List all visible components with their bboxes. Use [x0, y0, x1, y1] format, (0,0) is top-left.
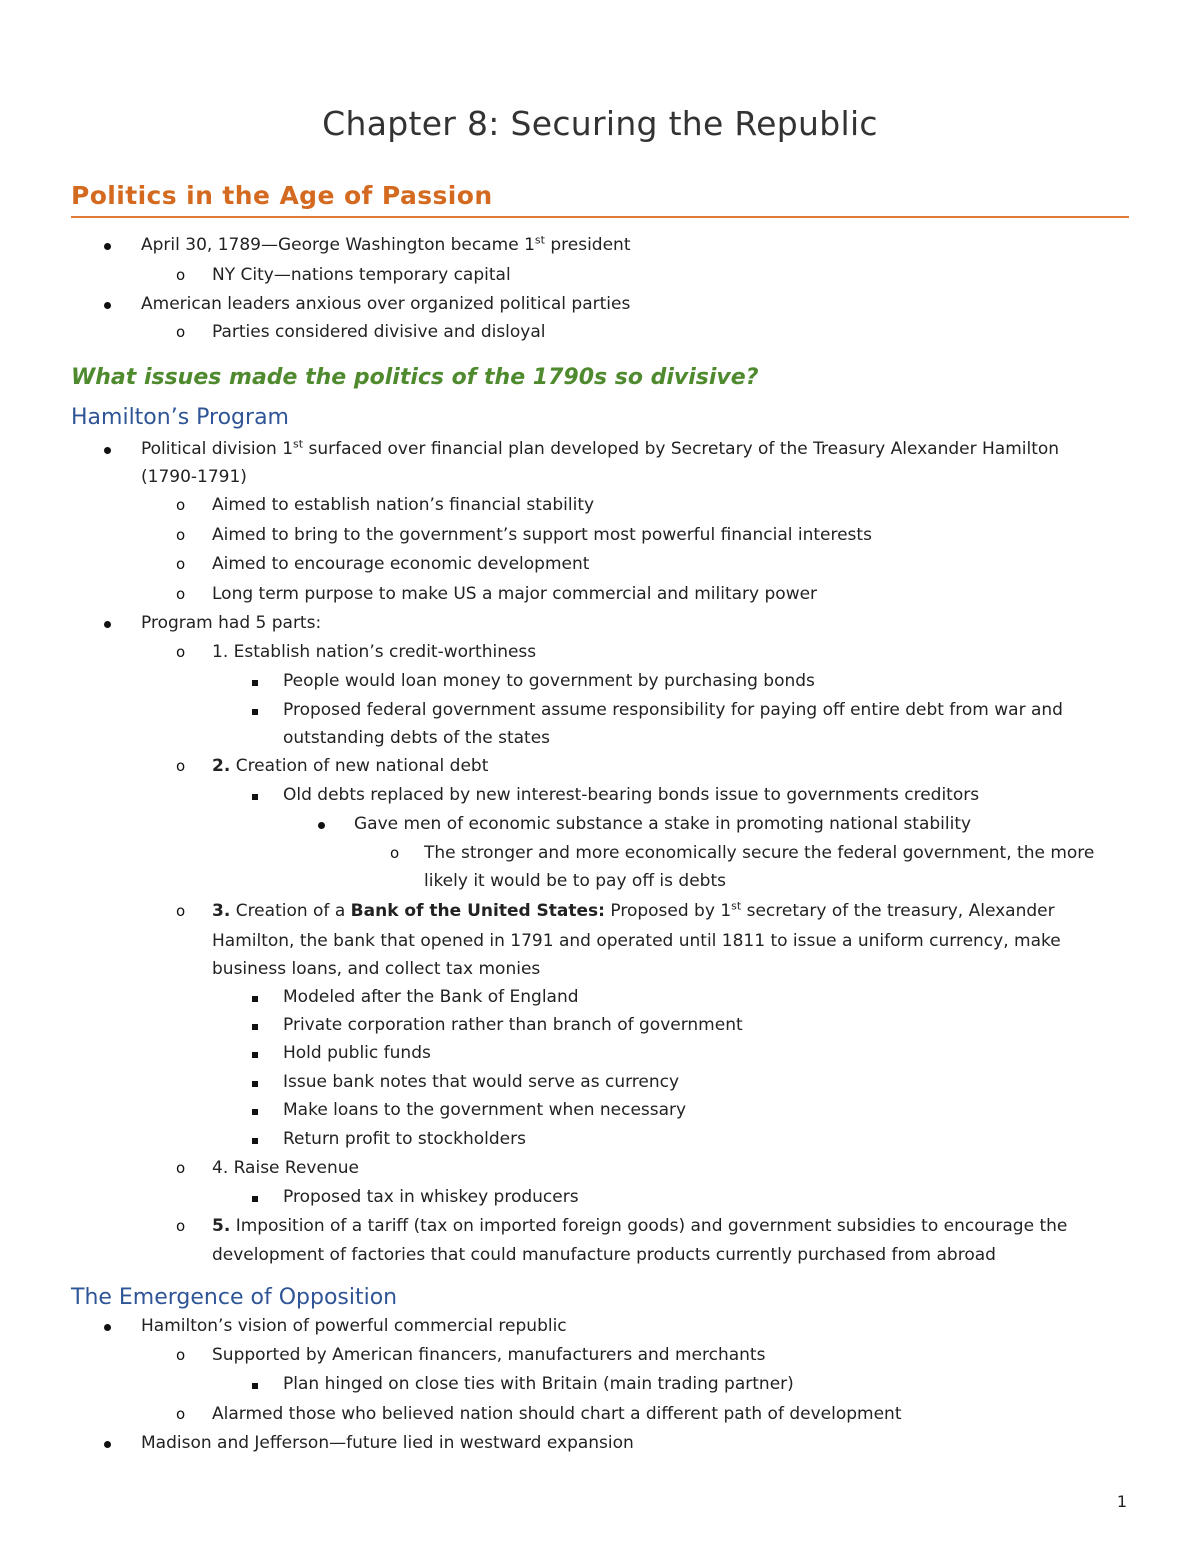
list-item: 5. Imposition of a tariff (tax on imported foreign goods) and government subsidies to encourage the: [212, 1216, 1068, 1236]
bullet-square: [252, 1039, 258, 1067]
bullet-square: [252, 781, 258, 809]
list-item: Issue bank notes that would serve as currency: [283, 1072, 680, 1092]
list-item: Modeled after the Bank of England: [283, 987, 579, 1007]
list-item-continuation: Hamilton, the bank that opened in 1791 and operated until 1811 to issue a uniform currency, make: [212, 931, 1061, 951]
list-item: Long term purpose to make US a major commercial and military power: [212, 584, 818, 604]
bullet-dot: [104, 1429, 111, 1457]
bullet-circle: o: [176, 496, 186, 514]
section-heading-opposition: The Emergence of Opposition: [71, 1285, 398, 1310]
list-item: Political division 1st surfaced over financial plan developed by Secretary of the Treasury Alexander Hamilton: [141, 437, 1060, 459]
list-item: 4. Raise Revenue: [212, 1158, 359, 1178]
bullet-square: [252, 1183, 258, 1211]
list-item: April 30, 1789—George Washington became 1st president: [141, 233, 631, 255]
bullet-dot: [104, 435, 111, 463]
list-item: Hamilton’s vision of powerful commercial republic: [141, 1316, 567, 1336]
bullet-circle: o: [176, 526, 186, 544]
bullet-dot: [104, 231, 111, 259]
bullet-dot: [104, 1312, 111, 1340]
list-item: Hold public funds: [283, 1043, 431, 1063]
bullet-circle: o: [176, 902, 186, 920]
bullet-dot: [318, 810, 325, 838]
list-item: Aimed to bring to the government’s support most powerful financial interests: [212, 525, 872, 545]
list-item: Program had 5 parts:: [141, 613, 322, 633]
list-item-continuation: development of factories that could manufacture products currently purchased from abroad: [212, 1245, 996, 1265]
bullet-circle: o: [390, 844, 400, 862]
bullet-square: [252, 667, 258, 695]
list-item: Alarmed those who believed nation should chart a different path of development: [212, 1404, 902, 1424]
list-item: 3. Creation of a Bank of the United States: Proposed by 1st secretary of the treasury, Alexander: [212, 899, 1055, 921]
section-heading-politics: Politics in the Age of Passion: [71, 181, 493, 210]
list-item: Aimed to encourage economic development: [212, 554, 590, 574]
list-item: Proposed tax in whiskey producers: [283, 1187, 579, 1207]
list-item: NY City—nations temporary capital: [212, 265, 511, 285]
bullet-square: [252, 1011, 258, 1039]
bullet-square: [252, 983, 258, 1011]
bullet-circle: o: [176, 1159, 186, 1177]
list-item: Old debts replaced by new interest-bearing bonds issue to governments creditors: [283, 785, 980, 805]
list-item-continuation: (1790-1791): [141, 467, 247, 487]
list-item: Madison and Jefferson—future lied in westward expansion: [141, 1433, 634, 1453]
page-number: 1: [1116, 1492, 1127, 1511]
bullet-circle: o: [176, 1405, 186, 1423]
list-item: 2. Creation of new national debt: [212, 756, 489, 776]
bullet-square: [252, 1370, 258, 1398]
list-item: Proposed federal government assume responsibility for paying off entire debt from war and: [283, 700, 1063, 720]
bullet-circle: o: [176, 555, 186, 573]
list-item: Supported by American financers, manufacturers and merchants: [212, 1345, 766, 1365]
bullet-circle: o: [176, 1217, 186, 1235]
list-item-continuation: business loans, and collect tax monies: [212, 959, 541, 979]
section-heading-hamilton: Hamilton’s Program: [71, 405, 289, 430]
list-item-continuation: outstanding debts of the states: [283, 728, 551, 748]
list-item: Parties considered divisive and disloyal: [212, 322, 546, 342]
list-item: Make loans to the government when necessary: [283, 1100, 687, 1120]
section-question: What issues made the politics of the 1790s so divisive?: [71, 365, 759, 390]
bullet-square: [252, 1096, 258, 1124]
bullet-circle: o: [176, 757, 186, 775]
list-item: Gave men of economic substance a stake in promoting national stability: [354, 814, 972, 834]
list-item: 1. Establish nation’s credit-worthiness: [212, 642, 537, 662]
bullet-circle: o: [176, 585, 186, 603]
list-item: Aimed to establish nation’s financial stability: [212, 495, 595, 515]
bullet-square: [252, 696, 258, 724]
list-item: Return profit to stockholders: [283, 1129, 526, 1149]
list-item: American leaders anxious over organized political parties: [141, 294, 631, 314]
heading-underline: [71, 216, 1129, 218]
bullet-circle: o: [176, 266, 186, 284]
list-item: Private corporation rather than branch of government: [283, 1015, 743, 1035]
list-item: People would loan money to government by purchasing bonds: [283, 671, 815, 691]
document-title: Chapter 8: Securing the Republic: [322, 104, 878, 143]
bullet-circle: o: [176, 1346, 186, 1364]
bullet-square: [252, 1125, 258, 1153]
list-item-continuation: likely it would be to pay off is debts: [424, 871, 726, 891]
bullet-dot: [104, 290, 111, 318]
bullet-square: [252, 1068, 258, 1096]
bullet-dot: [104, 609, 111, 637]
bullet-circle: o: [176, 323, 186, 341]
list-item: The stronger and more economically secure the federal government, the more: [424, 843, 1095, 863]
bullet-circle: o: [176, 643, 186, 661]
list-item: Plan hinged on close ties with Britain (main trading partner): [283, 1374, 794, 1394]
